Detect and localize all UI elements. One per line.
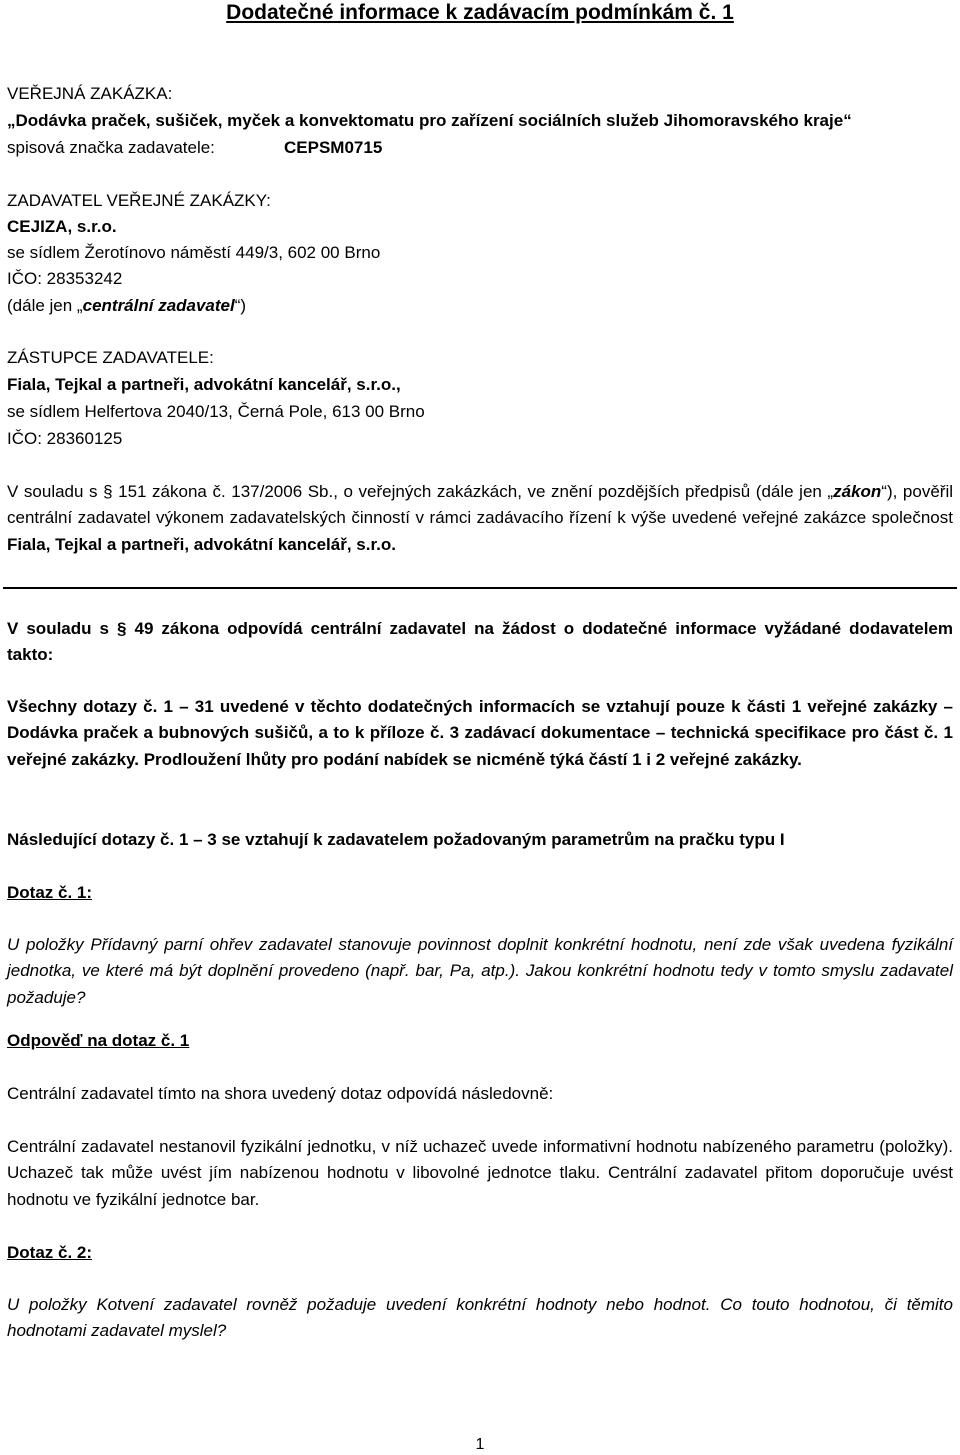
intro-firm-name: Fiala, Tejkal a partneři, advokátní kancelář, s.r.o. [7,534,396,554]
contract-reference-value: CEPSM0715 [284,138,383,157]
intro-paragraph [7,479,953,558]
law-alias-term: zákon [833,482,882,501]
question-2-text: U položky Kotvení zadavatel rovněž požaduje uvedení konkrétní hodnoty nebo hodnot. Co touto hodnotou, či těmito hodnotami zadavatel myslel? [7,1295,953,1341]
authority-alias-suffix: “) [234,296,247,315]
contract-reference [7,137,383,159]
representative-ico: IČO: 28360125 [7,429,123,448]
representative-heading: ZÁSTUPCE ZADAVATELE: [7,348,214,367]
authority-heading: ZADAVATEL VEŘEJNÉ ZAKÁZKY: [7,191,271,210]
question-1-label: Dotaz č. 1: [7,883,93,902]
representative-name: Fiala, Tejkal a partneři, advokátní kancelář, s.r.o., [7,375,401,394]
page-number: 1 [475,1436,485,1453]
authority-name: CEJIZA, s.r.o. [7,217,117,236]
question-2-label: Dotaz č. 2: [7,1243,93,1262]
answer-1-intro: Centrální zadavatel tímto na shora uvedený dotaz odpovídá následovně: [7,1084,554,1103]
representative-address: se sídlem Helfertova 2040/13, Černá Pole, 613 00 Brno [7,402,425,421]
question-1-text: U položky Přídavný parní ohřev zadavatel stanovuje povinnost doplnit konkrétní hodnotu, není zde však uvedena fyzikální jednotka, ve které má být doplnění provedeno (např. bar, Pa, atp.). Jakou konkrétní hodnotu tedy v tomto smyslu zadavatel požaduje? [7,935,953,1007]
authority-alias-prefix: (dále jen „ [7,296,83,315]
authority-ico: IČO: 28353242 [7,269,123,288]
intro-text-1: V souladu s § 151 zákona č. 137/2006 Sb., o veřejných zakázkách, ve znění pozdějších předpisů (dále jen „ [7,482,834,501]
contract-heading: VEŘEJNÁ ZAKÁZKA: [7,84,173,103]
authority-address: se sídlem Žerotínovo náměstí 449/3, 602 00 Brno [7,243,381,262]
statement-paragraph: V souladu s § 49 zákona odpovídá centrální zadavatel na žádost o dodatečné informace vyžádané dodavatelem takto: [7,619,953,665]
contract-reference-label: spisová značka zadavatele: [7,138,215,157]
section-divider [3,587,957,589]
document-title: Dodatečné informace k zadávacím podmínkám č. 1 [226,1,734,24]
authority-alias [7,295,246,317]
authority-alias-term: centrální zadavatel [82,296,235,315]
contract-name: „Dodávka praček, sušiček, myček a konvektomatu pro zařízení sociálních služeb Jihomoravského kraje“ [7,111,852,130]
following-questions-note: Následující dotazy č. 1 – 3 se vztahují k zadavatelem požadovaným parametrům na pračku typu I [7,830,785,849]
scope-paragraph: Všechny dotazy č. 1 – 31 uvedené v těchto dodatečných informacích se vztahují pouze k části 1 veřejné zakázky – Dodávka praček a bubnových sušičů, a to k příloze č. 3 zadávací dokumentace – technická specifikace pro část č. 1 veřejné zakázky. Prodloužení lhůty pro podání nabídek se nicméně týká částí 1 i 2 veřejné zakázky. [7,697,953,769]
intro-text-2: “), pověřil centrální zadavatel výkonem zadavatelských činností v rámci zadávacího řízení k výše uvedené veřejné zakázce společnost [7,482,953,528]
answer-1-text: Centrální zadavatel nestanovil fyzikální jednotku, v níž uchazeč uvede informativní hodnotu nabízeného parametru (položky). Uchazeč tak může uvést jím nabízenou hodnotu v libovolné jednotce tlaku. Centrální zadavatel přitom doporučuje uvést hodnotu ve fyzikální jednotce bar. [7,1137,953,1209]
answer-1-label: Odpověď na dotaz č. 1 [7,1031,190,1050]
